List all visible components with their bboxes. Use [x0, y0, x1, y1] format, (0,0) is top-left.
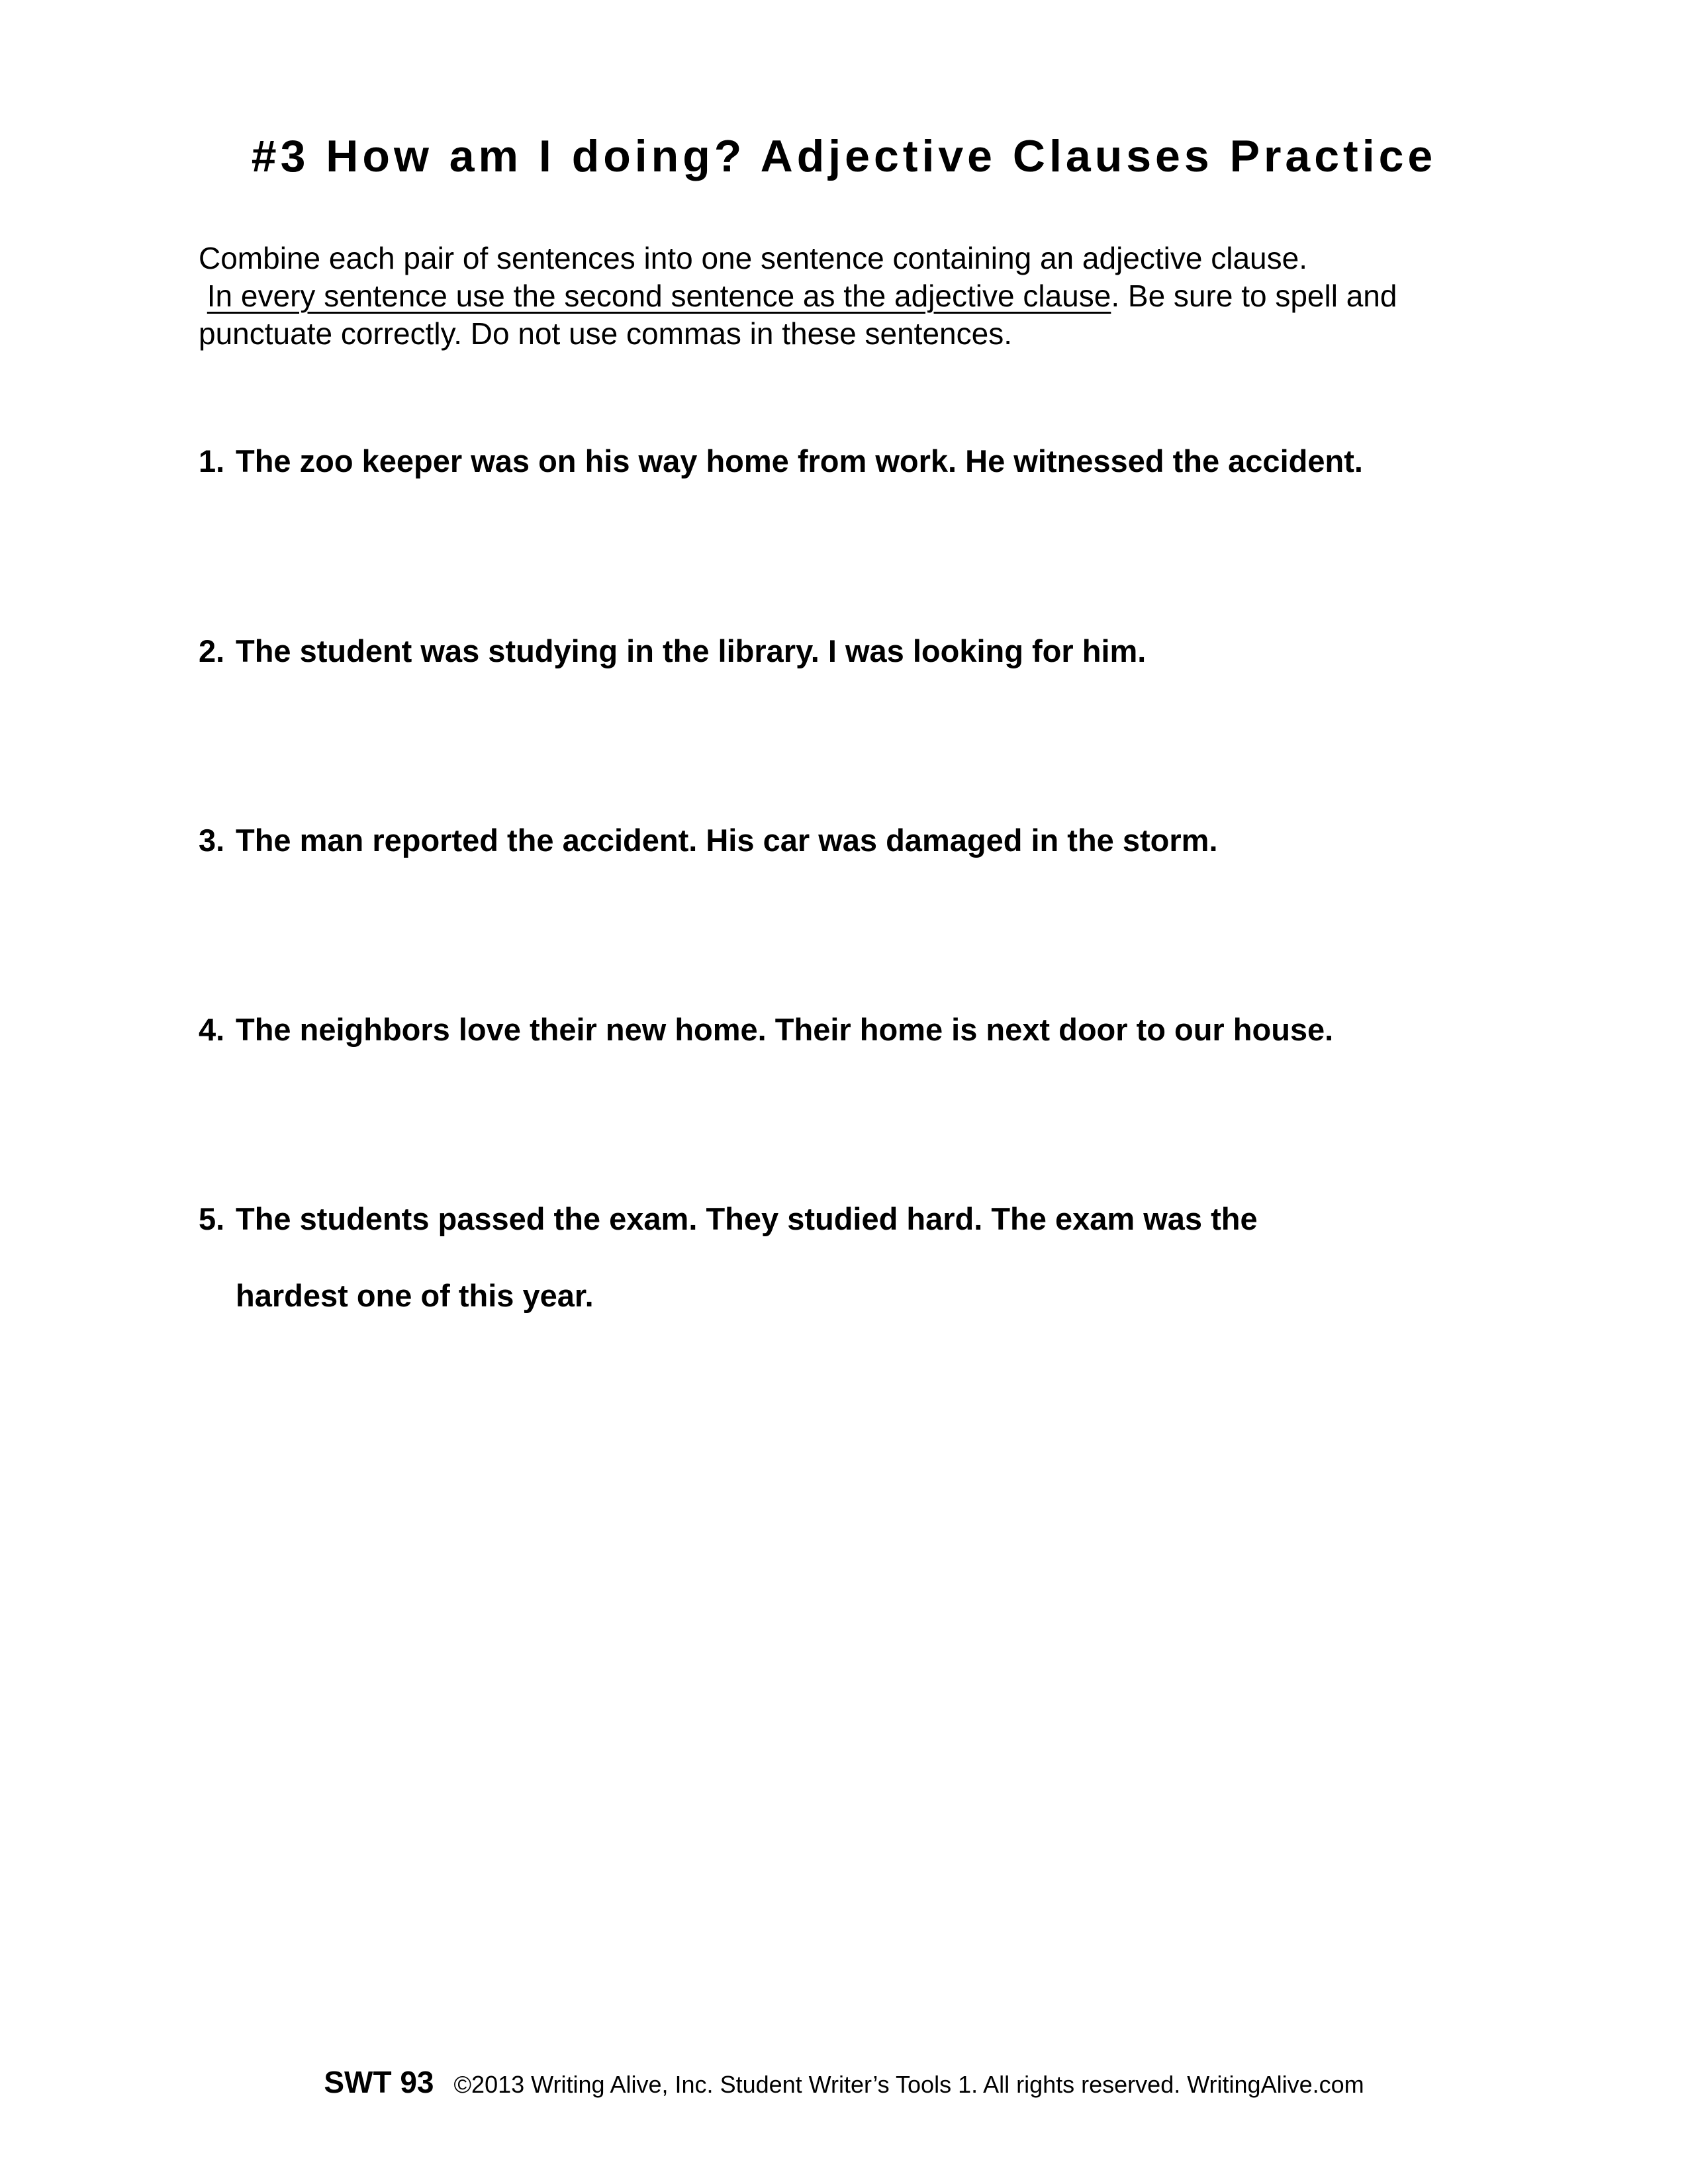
question-number: 1.: [199, 443, 225, 478]
question-1: [199, 442, 1523, 480]
question-text: The neighbors love their new home. Their home is next door to our house.: [236, 1012, 1334, 1047]
question-number: 3.: [199, 823, 225, 858]
instructions-line-2-rest: . Be sure to spell and: [1111, 279, 1397, 313]
page-title: #3 How am I doing? Adjective Clauses Practice: [251, 131, 1437, 181]
question-text: The student was studying in the library. I was looking for him.: [236, 633, 1147, 668]
question-number: 2.: [199, 633, 225, 668]
question-number: 5.: [199, 1201, 225, 1236]
question-5-continuation: hardest one of this year.: [236, 1278, 594, 1313]
question-3: [199, 821, 1523, 859]
copyright-notice: ©2013 Writing Alive, Inc. Student Writer’s Tools 1. All rights reserved. WritingAlive.com: [453, 2071, 1364, 2098]
page-code: SWT 93: [324, 2065, 434, 2099]
question-2: [199, 632, 1523, 670]
instructions-line-1: Combine each pair of sentences into one sentence containing an adjective clause.: [199, 241, 1307, 275]
instructions-emphasis: In every sentence use the second sentence as the adjective clause: [207, 279, 1111, 313]
question-text: The zoo keeper was on his way home from work. He witnessed the accident.: [236, 443, 1363, 478]
question-text: The students passed the exam. They studied hard. The exam was the: [236, 1201, 1258, 1236]
question-5: [199, 1200, 1523, 1238]
instructions: [199, 240, 1523, 353]
question-text: The man reported the accident. His car was damaged in the storm.: [236, 823, 1218, 858]
question-4: [199, 1011, 1523, 1048]
question-number: 4.: [199, 1012, 225, 1047]
instructions-line-2: [199, 277, 1523, 315]
page-footer: [0, 2062, 1688, 2110]
instructions-line-3: punctuate correctly. Do not use commas in these sentences.: [199, 316, 1012, 351]
